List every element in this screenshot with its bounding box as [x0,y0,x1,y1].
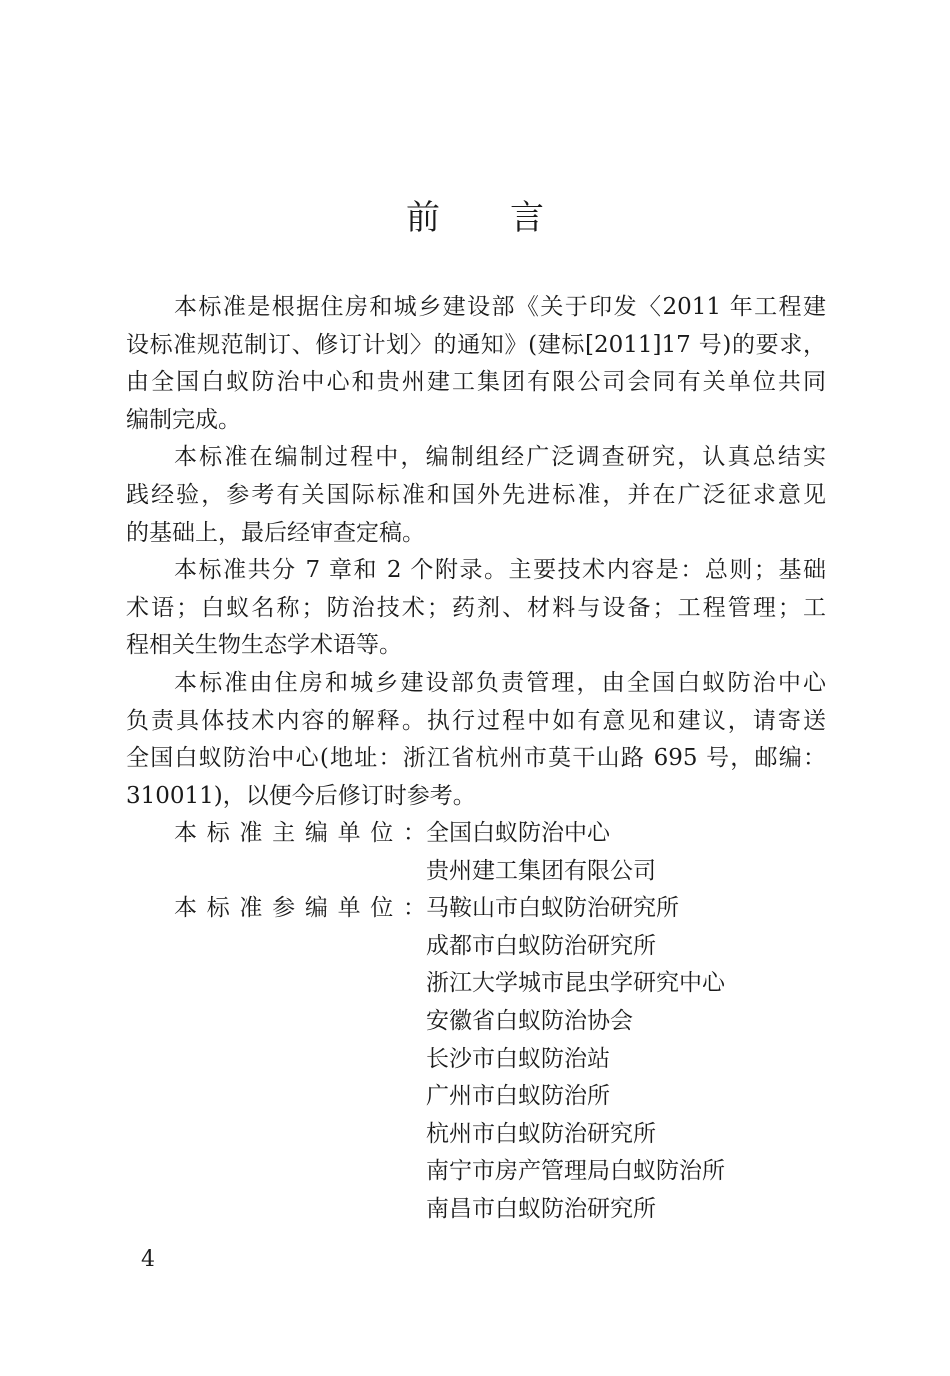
paragraph-line: 本标准是根据住房和城乡建设部《关于印发〈2011 年工程建 [174,294,826,320]
participating-unit: 广州市白蚁防治所 [426,1083,610,1110]
paragraph-line: 编制完成。 [126,406,241,433]
participating-unit: 安徽省白蚁防治协会 [426,1007,633,1034]
chief-units-label: 本标准主编单位： [174,820,426,846]
participating-units-label: 本标准参编单位： [174,895,426,922]
drafting-units [174,815,725,1229]
title-char-2: 言 [510,198,544,238]
participating-unit-row [174,1003,725,1041]
paragraph-line: 的基础上，最后经审查定稿。 [126,519,425,546]
paragraph-line: 设标准规范制订、修订计划〉的通知》(建标[2011]17 号)的要求， [126,331,826,358]
chief-unit: 全国白蚁防治中心 [426,820,610,846]
page-title [0,190,950,239]
participating-unit-row [174,965,725,1003]
participating-unit: 南昌市白蚁防治研究所 [426,1195,656,1222]
chief-unit: 贵州建工集团有限公司 [426,857,656,884]
participating-unit: 成都市白蚁防治研究所 [426,932,656,959]
participating-unit-row [174,1116,725,1154]
participating-unit: 杭州市白蚁防治研究所 [426,1120,656,1147]
participating-unit-row [174,1041,725,1079]
participating-unit-row [174,1191,725,1229]
paragraph-line: 负责具体技术内容的解释。执行过程中如有意见和建议，请寄送 [126,707,826,734]
participating-unit: 南宁市房产管理局白蚁防治所 [426,1158,725,1185]
chief-unit-row [174,815,725,853]
paragraph-line: 践经验，参考有关国际标准和国外先进标准，并在广泛征求意见 [126,481,826,508]
preface-body [126,289,826,815]
title-char-1: 前 [406,198,440,238]
paragraph-line: 程相关生物生态学术语等。 [126,632,402,659]
participating-unit-row [174,890,725,928]
participating-unit: 长沙市白蚁防治站 [426,1045,610,1072]
participating-unit-row [174,928,725,966]
participating-unit-row [174,1078,725,1116]
paragraph-line: 310011)，以便今后修订时参考。 [126,782,476,809]
paragraph-line: 术语；白蚁名称；防治技术；药剂、材料与设备；工程管理；工 [126,594,826,621]
chief-unit-row [174,853,725,891]
paragraph-line: 本标准共分 7 章和 2 个附录。主要技术内容是：总则；基础 [174,557,826,584]
participating-unit-row [174,1153,725,1191]
participating-unit: 浙江大学城市昆虫学研究中心 [426,970,725,997]
paragraph-line: 由全国白蚁防治中心和贵州建工集团有限公司会同有关单位共同 [126,369,826,396]
paragraph-line: 本标准在编制过程中，编制组经广泛调查研究，认真总结实 [174,444,826,471]
paragraph-line: 全国白蚁防治中心(地址：浙江省杭州市莫干山路 695 号，邮编： [126,745,826,772]
participating-unit: 马鞍山市白蚁防治研究所 [426,895,679,922]
page-number: 4 [141,1247,155,1272]
paragraph-line: 本标准由住房和城乡建设部负责管理，由全国白蚁防治中心 [174,669,826,696]
